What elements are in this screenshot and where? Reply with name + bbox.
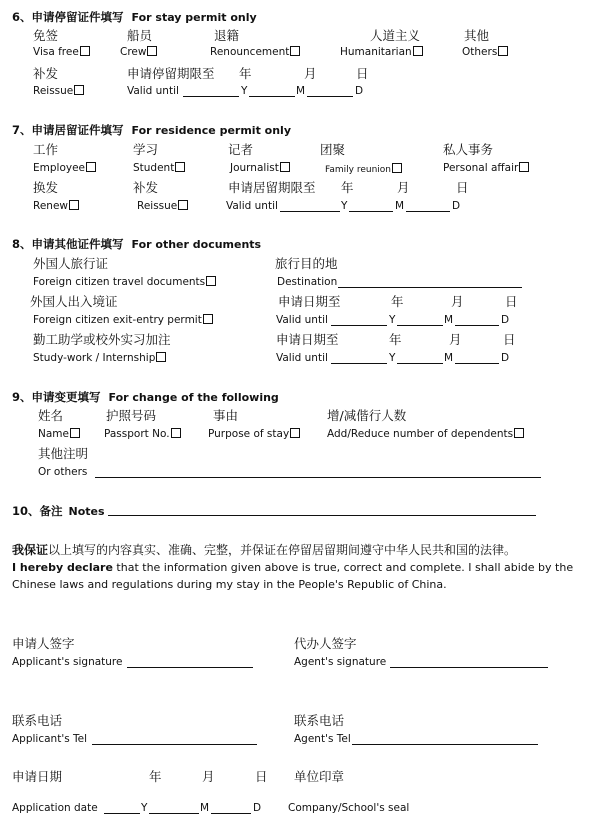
change-name-option: Name [38, 428, 80, 440]
agent-signature-label-zh: 代办人签字 [294, 636, 357, 651]
seal-label: Company/School's seal [288, 802, 410, 814]
change-name-checkbox[interactable] [70, 428, 80, 438]
day-label-zh: 日 [356, 66, 369, 81]
applicant-signature-field[interactable] [127, 667, 253, 668]
travel-doc-option: Foreign citizen travel documents [33, 276, 216, 288]
residence-day-field[interactable] [406, 211, 450, 212]
visa-free-checkbox[interactable] [80, 46, 90, 56]
change-purpose-option: Purpose of stay [208, 428, 300, 440]
exit-entry-checkbox[interactable] [203, 314, 213, 324]
change-dependents-checkbox[interactable] [514, 428, 524, 438]
section-9-title-en: For change of the following [108, 391, 279, 404]
section-6-title-zh: 6、申请停留证件填写 [12, 10, 124, 24]
agent-signature-field[interactable] [390, 667, 548, 668]
section-10-header [12, 503, 105, 519]
reissue-7-option: Reissue [137, 200, 188, 212]
visa-free-label-zh: 免签 [33, 28, 59, 43]
study-work-checkbox[interactable] [156, 352, 166, 362]
agent-tel-label: Agent's Tel [294, 733, 351, 745]
dependents-label-zh: 增/减偕行人数 [327, 408, 407, 423]
exit-entry-day-zh: 日 [505, 294, 518, 309]
reissue-7-label-zh: 补发 [133, 180, 159, 195]
month-7-label-zh: 月 [397, 180, 410, 195]
exit-entry-d-label: D [501, 314, 510, 326]
section-6-title-en: For stay permit only [131, 11, 257, 24]
application-day-zh: 日 [255, 769, 268, 784]
section-8-header [12, 236, 261, 252]
exit-entry-month-zh: 月 [451, 294, 464, 309]
humanitarian-checkbox[interactable] [413, 46, 423, 56]
applicant-tel-label-zh: 联系电话 [12, 713, 63, 728]
exit-entry-label-zh: 外国人出入境证 [30, 294, 118, 309]
exit-entry-day-field[interactable] [455, 325, 499, 326]
day-7-label-zh: 日 [456, 180, 469, 195]
residence-valid-until-label: Valid until [226, 200, 278, 212]
stay-valid-until-label-zh: 申请停留期限至 [127, 66, 215, 81]
exit-entry-year-zh: 年 [391, 294, 404, 309]
exit-entry-date-label-zh: 申请日期至 [278, 294, 341, 309]
change-passport-option: Passport No. [104, 428, 181, 440]
reissue-7-checkbox[interactable] [178, 200, 188, 210]
other-notes-label-zh: 其他注明 [38, 446, 89, 461]
renouncement-label-zh: 退籍 [214, 28, 240, 43]
study-work-day-zh: 日 [503, 332, 516, 347]
student-checkbox[interactable] [175, 162, 185, 172]
employee-checkbox[interactable] [86, 162, 96, 172]
application-date-label-zh: 申请日期 [12, 769, 63, 784]
declaration-zh: 我保证以上填写的内容真实、准确、完整，并保证在停留居留期间遵守中华人民共和国的法律。 [12, 543, 517, 557]
applicant-signature-label: Applicant's signature [12, 656, 123, 668]
crew-option: Crew [120, 46, 157, 58]
stay-m-label: M [296, 85, 306, 97]
personal-affair-checkbox[interactable] [519, 162, 529, 172]
travel-doc-label-zh: 外国人旅行证 [33, 256, 109, 271]
renouncement-checkbox[interactable] [290, 46, 300, 56]
study-work-month-zh: 月 [449, 332, 462, 347]
section-7-header [12, 122, 291, 138]
personal-affair-option: Personal affair [443, 162, 529, 174]
study-work-option: Study-work / Internship [33, 352, 166, 364]
application-m-label: M [200, 802, 210, 814]
employee-label-zh: 工作 [33, 142, 59, 157]
change-purpose-checkbox[interactable] [290, 428, 300, 438]
crew-checkbox[interactable] [147, 46, 157, 56]
family-reunion-label-zh: 团聚 [320, 142, 346, 157]
study-work-d-label: D [501, 352, 510, 364]
exit-entry-option: Foreign citizen exit-entry permit [33, 314, 213, 326]
study-work-m-label: M [444, 352, 454, 364]
seal-label-zh: 单位印章 [294, 769, 345, 784]
exit-entry-y-label: Y [389, 314, 396, 326]
applicant-tel-field[interactable] [92, 744, 257, 745]
humanitarian-label-zh: 人道主义 [370, 28, 421, 43]
applicant-signature-label-zh: 申请人签字 [12, 636, 75, 651]
change-passport-checkbox[interactable] [171, 428, 181, 438]
section-8-title-en: For other documents [131, 238, 262, 251]
stay-valid-until-label: Valid until [127, 85, 179, 97]
exit-entry-m-label: M [444, 314, 454, 326]
agent-tel-field[interactable] [352, 744, 538, 745]
section-6-header [12, 9, 257, 25]
year-7-label-zh: 年 [341, 180, 354, 195]
others-label-zh: 其他 [464, 28, 490, 43]
exit-entry-month-field[interactable] [397, 325, 443, 326]
agent-signature-label: Agent's signature [294, 656, 387, 668]
stay-day-field[interactable] [307, 96, 353, 97]
passport-label-zh: 护照号码 [106, 408, 157, 423]
journalist-checkbox[interactable] [280, 162, 290, 172]
residence-year-field[interactable] [280, 211, 340, 212]
renew-option: Renew [33, 200, 79, 212]
month-label-zh: 月 [304, 66, 317, 81]
application-year-zh: 年 [149, 769, 162, 784]
reissue-checkbox[interactable] [74, 85, 84, 95]
employee-option: Employee [33, 162, 96, 174]
application-month-field[interactable] [149, 813, 199, 814]
application-date-label: Application date [12, 802, 98, 814]
study-work-valid-label: Valid until [276, 352, 328, 364]
travel-doc-checkbox[interactable] [206, 276, 216, 286]
stay-month-field[interactable] [249, 96, 295, 97]
family-reunion-checkbox[interactable] [392, 163, 402, 173]
section-10-title-en: Notes [68, 505, 105, 518]
declaration-en-line2: Chinese laws and regulations during my stay in the People's Republic of China. [12, 578, 447, 591]
destination-label: Destination [277, 276, 338, 288]
journalist-option: Journalist [230, 162, 290, 174]
study-work-label-zh: 勤工助学或校外实习加注 [33, 332, 171, 347]
section-9-header [12, 389, 279, 405]
visa-free-option: Visa free [33, 46, 90, 58]
name-label-zh: 姓名 [38, 408, 64, 423]
agent-tel-label-zh: 联系电话 [294, 713, 345, 728]
reissue-label-zh: 补发 [33, 66, 59, 81]
section-8-title-zh: 8、申请其他证件填写 [12, 237, 124, 251]
student-option: Student [133, 162, 185, 174]
purpose-label-zh: 事由 [213, 408, 239, 423]
residence-m-label: M [395, 200, 405, 212]
declaration-en-line1: I hereby declare that the information given above is true, correct and complete. I shall abide by the [12, 561, 574, 574]
crew-label-zh: 船员 [127, 28, 153, 43]
residence-d-label: D [452, 200, 461, 212]
other-notes-label: Or others [38, 466, 88, 478]
journalist-label-zh: 记者 [228, 142, 254, 157]
study-work-y-label: Y [389, 352, 396, 364]
family-reunion-option: Family reunion [325, 163, 402, 175]
renouncement-option: Renouncement [210, 46, 300, 58]
section-7-title-en: For residence permit only [131, 124, 291, 137]
residence-month-field[interactable] [349, 211, 393, 212]
change-dependents-option: Add/Reduce number of dependents [327, 428, 524, 440]
notes-field[interactable] [108, 515, 536, 516]
renew-label-zh: 换发 [33, 180, 59, 195]
section-10-title-zh: 10、备注 [12, 504, 63, 518]
student-label-zh: 学习 [133, 142, 159, 157]
residence-y-label: Y [341, 200, 348, 212]
exit-entry-year-field[interactable] [331, 325, 387, 326]
application-month-zh: 月 [202, 769, 215, 784]
destination-field[interactable] [338, 287, 522, 288]
others-checkbox[interactable] [498, 46, 508, 56]
others-option: Others [462, 46, 508, 58]
residence-valid-until-label-zh: 申请居留期限至 [228, 180, 316, 195]
application-day-field[interactable] [211, 813, 251, 814]
study-work-year-zh: 年 [389, 332, 402, 347]
section-9-title-zh: 9、申请变更填写 [12, 390, 101, 404]
stay-y-label: Y [241, 85, 248, 97]
application-d-label: D [253, 802, 262, 814]
study-work-date-label-zh: 申请日期至 [276, 332, 339, 347]
year-label-zh: 年 [239, 66, 252, 81]
study-work-month-field[interactable] [397, 363, 443, 364]
humanitarian-option: Humanitarian [340, 46, 423, 58]
destination-label-zh: 旅行目的地 [275, 256, 338, 271]
section-7-title-zh: 7、申请居留证件填写 [12, 123, 124, 137]
other-notes-field[interactable] [95, 477, 541, 478]
study-work-year-field[interactable] [331, 363, 387, 364]
applicant-tel-label: Applicant's Tel [12, 733, 88, 745]
exit-entry-valid-label: Valid until [276, 314, 328, 326]
renew-checkbox[interactable] [69, 200, 79, 210]
application-y-label: Y [141, 802, 148, 814]
stay-year-field[interactable] [183, 96, 239, 97]
study-work-day-field[interactable] [455, 363, 499, 364]
application-year-field[interactable] [104, 813, 140, 814]
personal-affair-label-zh: 私人事务 [443, 142, 494, 157]
stay-d-label: D [355, 85, 364, 97]
reissue-option: Reissue [33, 85, 84, 97]
